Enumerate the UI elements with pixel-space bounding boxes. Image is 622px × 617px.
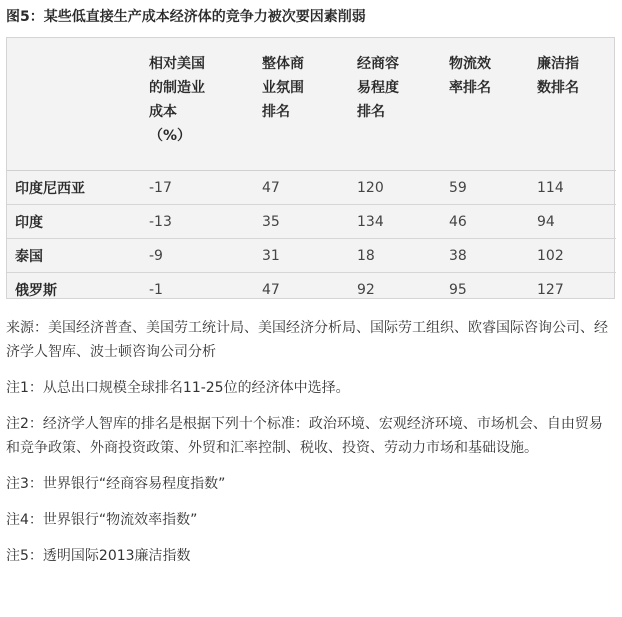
header-manufacturing-cost: 相对美国 的制造业 成本 （%）: [141, 38, 254, 171]
source-note: 来源：美国经济普查、美国劳工统计局、美国经济分析局、国际劳工组织、欧睿国际咨询公司、经济学人智库、波士顿咨询公司分析: [6, 320, 608, 360]
cell-ease-of-business-rank: 18: [349, 239, 441, 273]
cell-ease-of-business-rank: 92: [357, 281, 375, 298]
table-row: [7, 205, 616, 239]
cell-business-environment-rank: 35: [254, 205, 349, 239]
competitiveness-table: [7, 38, 616, 306]
footnote-2: 注2：经济学人智库的排名是根据下列十个标准：政治环境、宏观经济环境、市场机会、自由贸易和竞争政策、外商投资政策、外贸和汇率控制、税收、投资、劳动力市场和基础设施。: [6, 416, 603, 456]
cell-ease-of-business-rank: 120: [349, 171, 441, 205]
notes-section: [6, 316, 616, 580]
table-header-row: [7, 38, 616, 171]
header-ease-of-business-rank: 经商容 易程度 排名: [349, 38, 441, 171]
table-row: [7, 273, 616, 307]
header-corruption-rank: 廉洁指 数排名: [529, 38, 616, 171]
cell-corruption-rank: 102: [529, 239, 616, 273]
cell-logistics-rank: 38: [441, 239, 529, 273]
cell-ease-of-business-rank: 134: [349, 205, 441, 239]
header-business-environment-rank: 整体商 业氛围 排名: [254, 38, 349, 171]
footnote-4: 注4：世界银行“物流效率指数”: [6, 512, 198, 528]
cell-logistics-rank: 46: [441, 205, 529, 239]
cell-business-environment-rank: 47: [254, 171, 349, 205]
cell-corruption-rank: 127: [537, 281, 564, 298]
header-logistics-rank: 物流效 率排名: [441, 38, 529, 171]
header-country: [7, 38, 141, 171]
cell-business-environment-rank: 31: [254, 239, 349, 273]
footnote-5: 注5：透明国际2013廉洁指数: [6, 548, 191, 564]
cell-manufacturing-cost: -9: [141, 239, 254, 273]
cell-logistics-rank: 59: [441, 171, 529, 205]
cell-country: 泰国: [7, 239, 141, 273]
data-table-container: [6, 37, 615, 299]
cell-corruption-rank: 114: [529, 171, 616, 205]
cell-country: 俄罗斯: [15, 282, 57, 299]
cell-logistics-rank: 95: [449, 281, 467, 298]
table-row: [7, 171, 616, 205]
cell-country: 印度尼西亚: [7, 171, 141, 205]
cell-business-environment-rank: 47: [262, 281, 280, 298]
cell-corruption-rank: 94: [529, 205, 616, 239]
footnote-3: 注3：世界银行“经商容易程度指数”: [6, 476, 226, 492]
cell-country: 印度: [7, 205, 141, 239]
figure-title: 图5：某些低直接生产成本经济体的竞争力被次要因素削弱: [6, 9, 366, 25]
cell-manufacturing-cost: -1: [149, 281, 163, 298]
cell-manufacturing-cost: -17: [141, 171, 254, 205]
cell-manufacturing-cost: -13: [141, 205, 254, 239]
footnote-1: 注1：从总出口规模全球排名11-25位的经济体中选择。: [6, 380, 350, 396]
table-row: [7, 239, 616, 273]
